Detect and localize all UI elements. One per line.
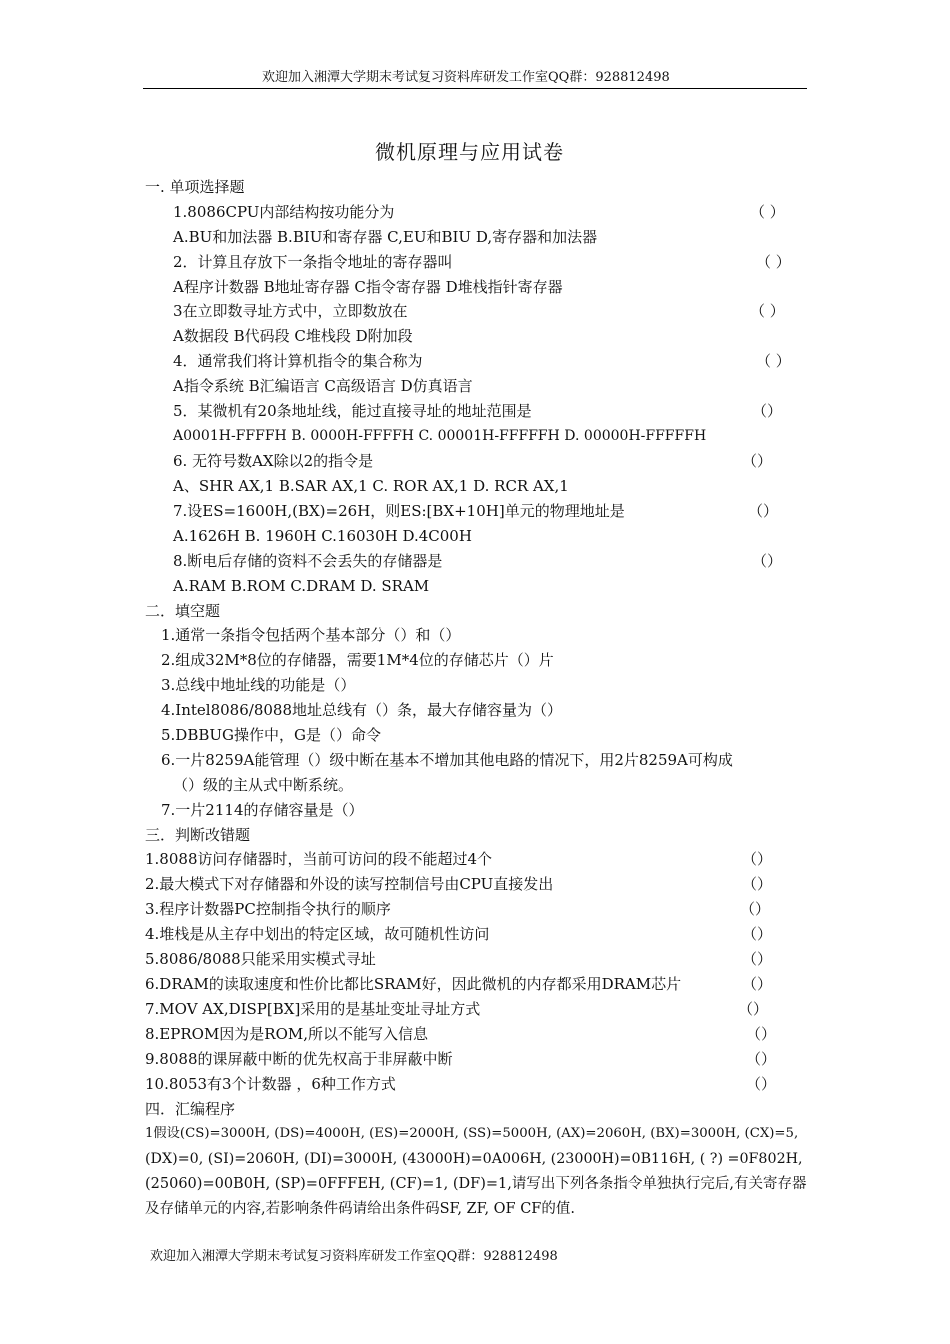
judge-paren: （）	[746, 1075, 777, 1093]
fill-question-6: 6.一片8259A能管理（）级中断在基本不增加其他电路的情况下，用2片8259A可构成	[161, 751, 733, 769]
section1-heading: 一. 单项选择题	[145, 178, 245, 196]
options-5: A0001H-FFFFH B. 0000H-FFFFH C. 00001H-FFFFFH D. 00000H-FFFFFH	[173, 428, 707, 444]
options-1: A.BU和加法器 B.BIU和寄存器 C,EU和BIU D,寄存器和加法器	[173, 228, 598, 246]
options-3: A数据段 B代码段 C堆栈段 D附加段	[173, 327, 413, 345]
fill-question-1: 1.通常一条指令包括两个基本部分（）和（）	[161, 626, 461, 644]
answer-paren-8: （）	[752, 552, 783, 570]
options-8: A.RAM B.ROM C.DRAM D. SRAM	[173, 577, 430, 595]
judge-paren: （）	[746, 1025, 777, 1043]
question-4: 4．通常我们将计算机指令的集合称为	[173, 352, 423, 370]
judge-paren: （）	[740, 900, 771, 918]
program-line-2: (DX)=0, (SI)=2060H, (DI)=3000H, (43000H)=0A006H, (23000H)=0B116H, ( ?) =0F802H,	[145, 1151, 803, 1167]
judge-item: 1.8088访问存储器时，当前可访问的段不能超过4个	[145, 850, 493, 868]
question-2: 2．计算且存放下一条指令地址的寄存器叫	[173, 253, 453, 271]
judge-paren: （）	[738, 1000, 769, 1018]
exam-title: 微机原理与应用试卷	[375, 140, 564, 164]
answer-paren-2: （ ）	[756, 253, 791, 271]
fill-question-5: 5.DBBUG操作中，G是（）命令	[161, 726, 381, 744]
fill-question-2: 2.组成32M*8位的存储器，需要1M*4位的存储芯片（）片	[161, 651, 554, 669]
options-7: A.1626H B. 1960H C.16030H D.4C00H	[173, 527, 472, 545]
judge-item: 10.8053有3个计数器 ，6种工作方式	[145, 1075, 396, 1093]
judge-item: 4.堆栈是从主存中划出的特定区域，故可随机性访问	[145, 925, 490, 943]
options-4: A指令系统 B汇编语言 C高级语言 D仿真语言	[173, 377, 473, 395]
page-footer: 欢迎加入湘潭大学期末考试复习资料库研发工作室QQ群：928812498	[150, 1249, 558, 1264]
program-line-4: 及存储单元的内容,若影响条件码请给出条件码SF, ZF, OF CF的值.	[145, 1201, 575, 1217]
judge-item: 9.8088的课屏蔽中断的优先权高于非屏蔽中断	[145, 1050, 453, 1068]
judge-item: 3.程序计数器PC控制指令执行的顺序	[145, 900, 391, 918]
question-3: 3在立即数寻址方式中，立即数放在	[173, 302, 408, 320]
judge-item: 8.EPROM因为是ROM,所以不能写入信息	[145, 1025, 429, 1043]
judge-paren: （）	[742, 875, 773, 893]
section2-heading: 二．填空题	[145, 602, 221, 620]
judge-paren: （）	[746, 1050, 777, 1068]
program-line-1: 1假设(CS)=3000H, (DS)=4000H, (ES)=2000H, (SS)=5000H, (AX)=2060H, (BX)=3000H, (CX)=5,	[145, 1126, 799, 1141]
judge-paren: （）	[742, 975, 773, 993]
section4-heading: 四．汇编程序	[145, 1100, 236, 1118]
judge-item: 6.DRAM的读取速度和性价比都比SRAM好，因此微机的内存都采用DRAM芯片	[145, 975, 682, 993]
section3-heading: 三．判断改错题	[145, 826, 251, 844]
answer-paren-6: （）	[742, 452, 773, 470]
fill-question-7: 7.一片2114的存储容量是（）	[161, 801, 364, 819]
question-6: 6. 无符号数AX除以2的指令是	[173, 452, 374, 470]
answer-paren-1: （ ）	[750, 203, 785, 221]
judge-paren: （）	[742, 925, 773, 943]
judge-item: 7.MOV AX,DISP[BX]采用的是基址变址寻址方式	[145, 1000, 481, 1018]
judge-item: 2.最大模式下对存储器和外设的读写控制信号由CPU直接发出	[145, 875, 554, 893]
answer-paren-5: （）	[752, 402, 783, 420]
program-line-3: (25060)=00B0H, (SP)=0FFFEH, (CF)=1, (DF)=1,请写出下列各条指令单独执行完后,有关寄存器	[145, 1176, 807, 1192]
page-header: 欢迎加入湘潭大学期末考试复习资料库研发工作室QQ群：928812498	[262, 70, 670, 85]
options-2: A程序计数器 B地址寄存器 C指令寄存器 D堆栈指针寄存器	[173, 278, 563, 296]
question-5: 5．某微机有20条地址线，能过直接寻址的地址范围是	[173, 402, 532, 420]
fill-question-6-cont: （）级的主从式中断系统。	[173, 776, 354, 794]
judge-paren: （）	[742, 950, 773, 968]
fill-question-3: 3.总线中地址线的功能是（）	[161, 676, 356, 694]
header-rule	[143, 88, 807, 89]
question-1: 1.8086CPU内部结构按功能分为	[173, 203, 395, 221]
judge-item: 5.8086/8088只能采用实模式寻址	[145, 950, 376, 968]
answer-paren-3: （ ）	[750, 302, 785, 320]
fill-question-4: 4.Intel8086/8088地址总线有（）条，最大存储容量为（）	[161, 701, 563, 719]
answer-paren-7: （）	[748, 502, 779, 520]
answer-paren-4: （ ）	[756, 352, 791, 370]
judge-paren: （）	[742, 850, 773, 868]
question-8: 8.断电后存储的资料不会丢失的存储器是	[173, 552, 443, 570]
options-6: A、SHR AX,1 B.SAR AX,1 C. ROR AX,1 D. RCR AX,1	[173, 477, 569, 495]
question-7: 7.设ES=1600H,(BX)=26H，则ES:[BX+10H]单元的物理地址是	[173, 502, 625, 520]
